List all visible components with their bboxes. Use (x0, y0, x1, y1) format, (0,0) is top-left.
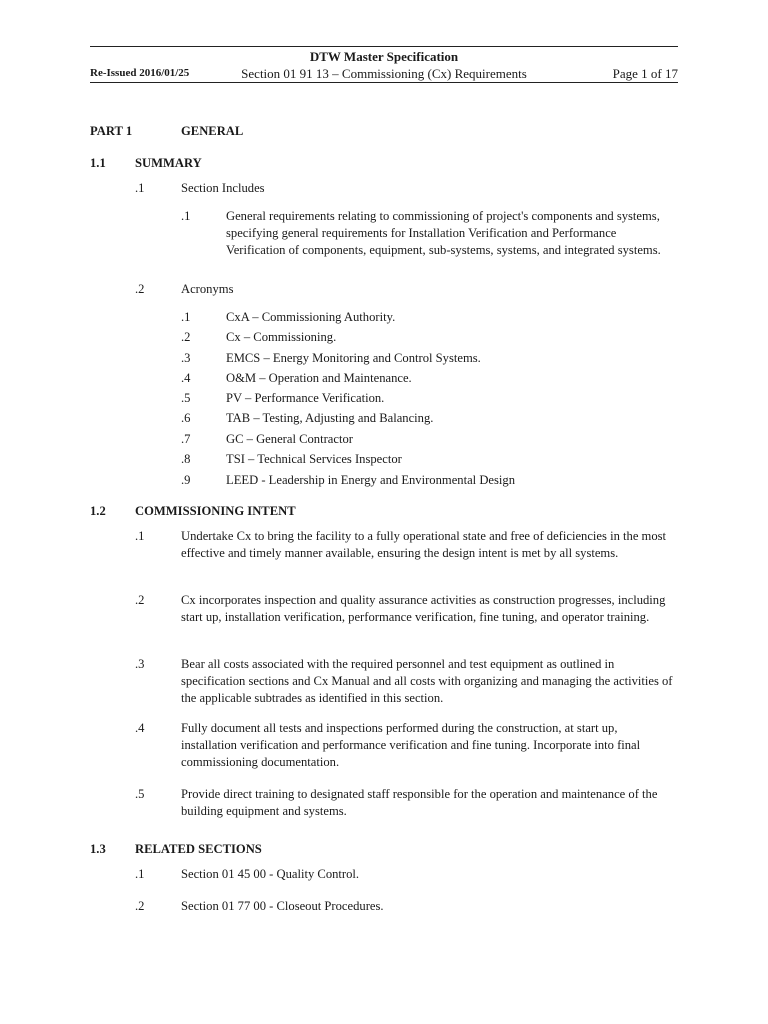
reissued-date: Re-Issued 2016/01/25 (90, 67, 190, 79)
list-item-number: .1 (135, 181, 145, 195)
page-number: Page 1 of 17 (612, 66, 678, 81)
acronym-text: O&M – Operation and Maintenance. (226, 371, 412, 385)
list-item-text: Provide direct training to designated staff responsible for the operation and maintenance of the building equipment and systems. (181, 787, 658, 818)
acronym-text: CxA – Commissioning Authority. (226, 310, 396, 324)
header-top-rule (90, 46, 678, 47)
header-bottom-rule (90, 82, 678, 83)
acronym-text: Cx – Commissioning. (226, 330, 337, 344)
list-item-text: Fully document all tests and inspections performed during the construction, at start up, installation verification and performance verification and fine tuning. Incorporate into final commissioning documentation. (181, 721, 641, 769)
acronym-text: LEED - Leadership in Energy and Environmental Design (226, 473, 515, 487)
part-number: PART 1 (90, 124, 133, 138)
list-item-text: Bear all costs associated with the required personnel and test equipment as outlined in specification sections and Cx Manual and all costs with organizing and managing the activities of the applicable subtrades as identified in this section. (181, 657, 673, 705)
list-item-text: Cx incorporates inspection and quality assurance activities as construction progresses, including start up, installation verification, performance verification, fine tuning, and operator training. (181, 593, 666, 624)
list-item-text: Acronyms (181, 282, 234, 296)
acronym-number: .4 (181, 371, 191, 385)
sub-item-number: .1 (181, 209, 191, 223)
related-section-text: Section 01 45 00 - Quality Control. (181, 867, 360, 881)
acronym-text: PV – Performance Verification. (226, 391, 385, 405)
acronym-text: TAB – Testing, Adjusting and Balancing. (226, 411, 434, 425)
document-title: DTW Master Specification (309, 49, 459, 64)
list-item-text: Undertake Cx to bring the facility to a fully operational state and free of deficiencies in the most effective and timely manner available, ensuring the design intent is met by all systems. (181, 529, 667, 560)
acronym-number: .7 (181, 432, 191, 446)
acronym-number: .5 (181, 391, 191, 405)
acronym-number: .2 (181, 330, 191, 344)
article-1-1-number: 1.1 (90, 156, 106, 170)
related-section-number: .2 (135, 899, 145, 913)
acronym-text: EMCS – Energy Monitoring and Control Systems. (226, 351, 481, 365)
article-1-2-title: COMMISSIONING INTENT (135, 504, 296, 518)
part-title: GENERAL (181, 124, 244, 138)
header-row (90, 65, 678, 82)
acronym-number: .9 (181, 473, 191, 487)
acronym-number: .1 (181, 310, 191, 324)
list-item-number: .2 (135, 282, 145, 296)
article-1-3-number: 1.3 (90, 842, 106, 856)
list-item-number: .1 (135, 529, 145, 543)
article-1-1-title: SUMMARY (135, 156, 202, 170)
list-item-number: .3 (135, 657, 145, 671)
related-section-text: Section 01 77 00 - Closeout Procedures. (181, 899, 384, 913)
acronym-text: GC – General Contractor (226, 432, 353, 446)
article-1-3-title: RELATED SECTIONS (135, 842, 262, 856)
acronym-number: .8 (181, 452, 191, 466)
list-item-number: .2 (135, 593, 145, 607)
acronym-number: .3 (181, 351, 191, 365)
list-item-number: .4 (135, 721, 145, 735)
sub-item-text: General requirements relating to commissioning of project's components and systems, specifying general requirements for Installation Verification and Performance Verification of components, equipment, sub-systems, systems, and integrated systems. (226, 209, 661, 257)
acronym-text: TSI – Technical Services Inspector (226, 452, 402, 466)
acronym-number: .6 (181, 411, 191, 425)
article-1-2-number: 1.2 (90, 504, 106, 518)
list-item-text: Section Includes (181, 181, 265, 195)
list-item-number: .5 (135, 787, 145, 801)
section-title: Section 01 91 13 – Commissioning (Cx) Requirements (241, 66, 527, 81)
related-section-number: .1 (135, 867, 145, 881)
